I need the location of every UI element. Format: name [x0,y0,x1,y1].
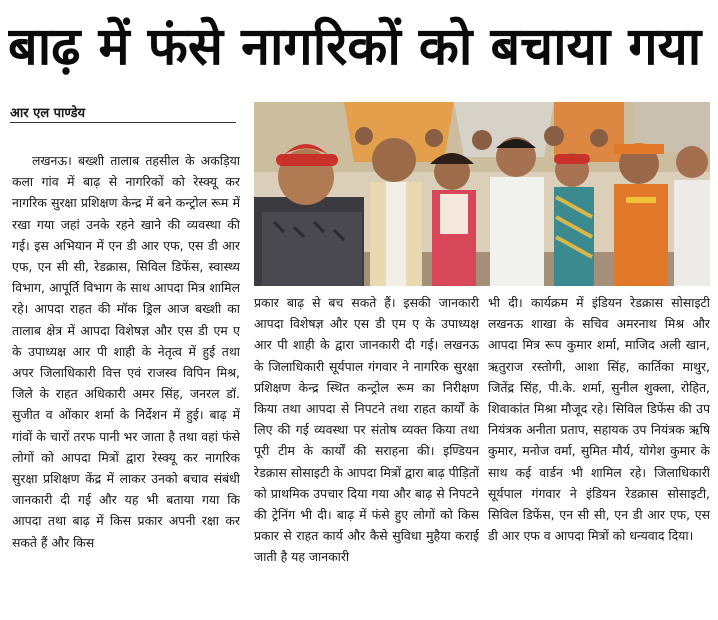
headline: बाढ़ में फंसे नागरिकों को बचाया गया [8,17,702,77]
article-column-1: लखनऊ। बख्शी तालाब तहसील के अकड़िया कला गांव में बाढ़ से नागरिकों को रेस्क्यू कर नागरिक सुरक्षा प्रशिक्षण केन्द्र में बने कन्ट्रोल रूम में रखा गया जहां उनके रहने खाने की व्यवस्था की गई। इस अभियान में एन डी आर एफ, एस डी आर एफ, एन सी सी, रेडक्रास, सिविल डिफेंस, स्वास्थ्य विभाग, आपूर्ति विभाग के साथ आपदा मित्र शामिल रहे। आपदा राहत की मॉक ड्रिल आज बख्शी का तालाब क्षेत्र में आपदा विशेषज्ञ और एस डी एम ए के उपाध्यक्ष आर पी शाही के नेतृत्व में हुई तथा अपर जिलाधिकारी वित्त एवं राजस्व विपिन मिश्र, जिले के राहत अधिकारी अमर सिंह, जनरल डॉ. सुजीत व ओंकार शर्मा के निर्देशन में हुई। बाढ़ में गांवों के चारों तरफ पानी भर जाता है तथा वहां फंसे लोगों को आपदा मित्रों द्वारा रेस्क्यू कर नागरिक सुरक्षा प्रशिक्षण केंद्र में लाकर उनको बचाव संबंधी जानकारी दी गई और यह भी बताया गया कि आपदा तथा बाढ़ में किस प्रकार अपनी रक्षा कर सकते हैं और किस [12,153,240,550]
byline: आर एल पाण्डेय [10,106,86,121]
news-photo [254,102,710,286]
byline-rule [10,122,236,123]
article-column-3: भी दी। कार्यक्रम में इंडियन रेडक्रास सोसाइटी लखनऊ शाखा के सचिव अमरनाथ मिश्र और आपदा मित्र रूप कुमार शर्मा, माजिद अली खान, ऋतुराज रस्तोगी, आशा सिंह, कार्तिका माथुर, जितेंद्र सिंह, पी.के. शर्मा, सुनील शुक्ला, रोहित, शिवाकांत मिश्रा मौजूद रहे। सिविल डिफेंस की उप नियंत्रक अनीता प्रताप, सहायक उप नियंत्रक ऋषि कुमार, मनोज वर्मा, सुमित मौर्य, योगेश कुमार के साथ कई वार्डन भी शामिल रहे। जिलाधिकारी सूर्यपाल गंगवार ने इंडियन रेडक्रास सोसाइटी, सिविल डिफेंस, एन सी सी, एन डी आर एफ, एस डी आर एफ व आपदा मित्रों को धन्यवाद दिया। [488,295,710,544]
article-column-2: प्रकार बाढ़ से बच सकते हैं। इसकी जानकारी आपदा विशेषज्ञ और एस डी एम ए के उपाध्यक्ष आर पी शाही के द्वारा जानकारी दी गई। लखनऊ के जिलाधिकारी सूर्यपाल गंगवार ने नागरिक सुरक्षा प्रशिक्षण केन्द्र स्थित कन्ट्रोल रूम का निरीक्षण किया तथा आपदा से निपटने तथा राहत कार्यों के लिए की गई व्यवस्था पर संतोष व्यक्त किया तथा पूरी टीम के कार्यों की सराहना की। इण्डियन रेडक्रास सोसाइटी के आपदा मित्रों द्वारा बाढ़ पीड़ितों को प्राथमिक उपचार दिया गया और बाढ़ से निपटने की ट्रेनिंग भी दी। बाढ़ में फंसे हुए लोगों को किस प्रकार से राहत कार्य और कैसे सुविधा मुहैया कराई जाती है यह जानकारी [254,295,479,565]
news-photo-image [254,102,710,286]
